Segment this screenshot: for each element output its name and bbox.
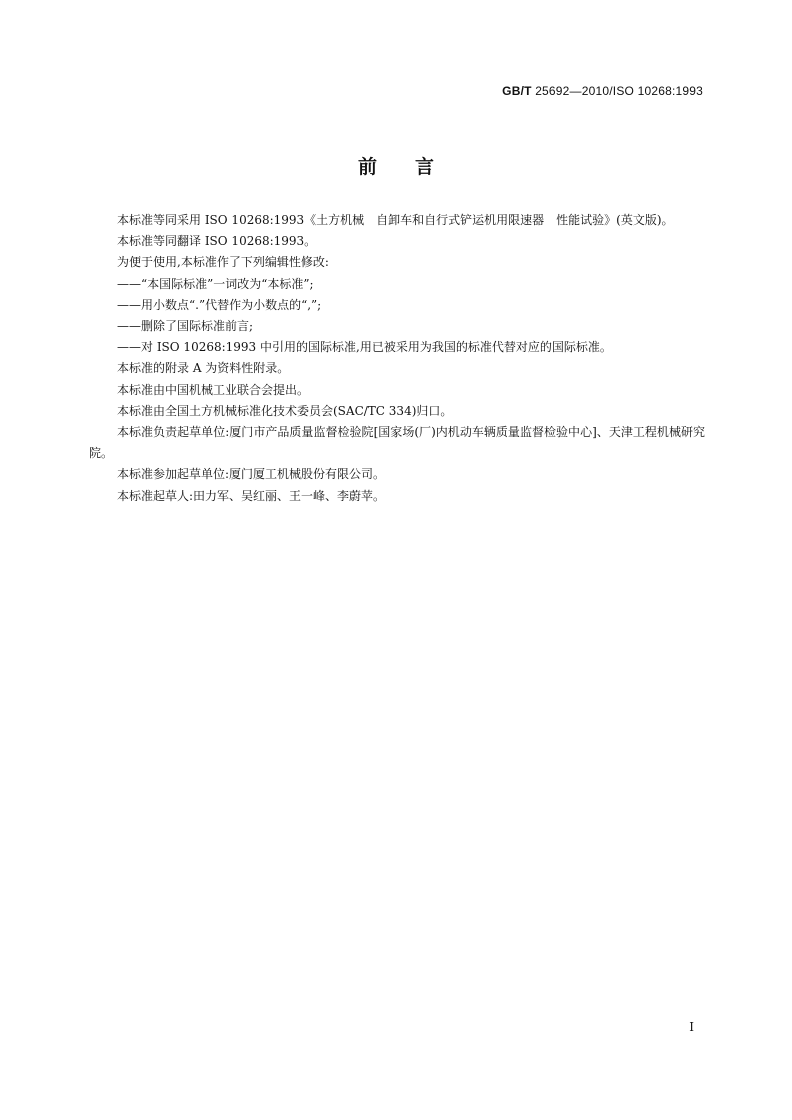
paragraph-committee: 本标准由全国土方机械标准化技术委员会(SAC/TC 334)归口。: [117, 403, 453, 418]
standard-header: [502, 84, 703, 98]
paragraph-participating-unit: 本标准参加起草单位:厦门厦工机械股份有限公司。: [117, 467, 386, 482]
paragraph-drafting-unit: 本标准负责起草单位:厦门市产品质量监督检验院[国家场(厂)内机动车辆质量监督检验中心]、天津工程机械研究院。: [89, 425, 705, 461]
paragraph-proposer: 本标准由中国机械工业联合会提出。: [117, 382, 310, 397]
foreword-body: [89, 210, 705, 507]
paragraph-adoption: 本标准等同采用 ISO 10268:1993《土方机械 自卸车和自行式铲运机用限速器 性能试验》(英文版)。: [117, 213, 674, 227]
paragraph-edit-item: ——用小数点“.”代替作为小数点的“,”;: [117, 297, 322, 312]
standard-number: 25692—2010/ISO 10268:1993: [535, 84, 703, 98]
paragraph-edit-item: ——删除了国际标准前言;: [117, 319, 254, 334]
standard-code: GB/T: [502, 84, 532, 98]
page-title: 前言: [357, 156, 472, 178]
paragraph-edit-intro: 为便于使用,本标准作了下列编辑性修改:: [117, 255, 329, 270]
paragraph-drafters: 本标准起草人:田力军、吴红丽、王一峰、李蔚苹。: [117, 488, 386, 503]
paragraph-edit-item: ——对 ISO 10268:1993 中引用的国际标准,用已被采用为我国的标准代替对应的国际标准。: [117, 340, 612, 355]
paragraph-annex: 本标准的附录 A 为资料性附录。: [117, 361, 290, 376]
paragraph-translation: 本标准等同翻译 ISO 10268:1993。: [117, 234, 317, 249]
page-number: I: [689, 1020, 694, 1034]
paragraph-edit-item: ——“本国际标准”一词改为“本标准”;: [117, 276, 314, 291]
